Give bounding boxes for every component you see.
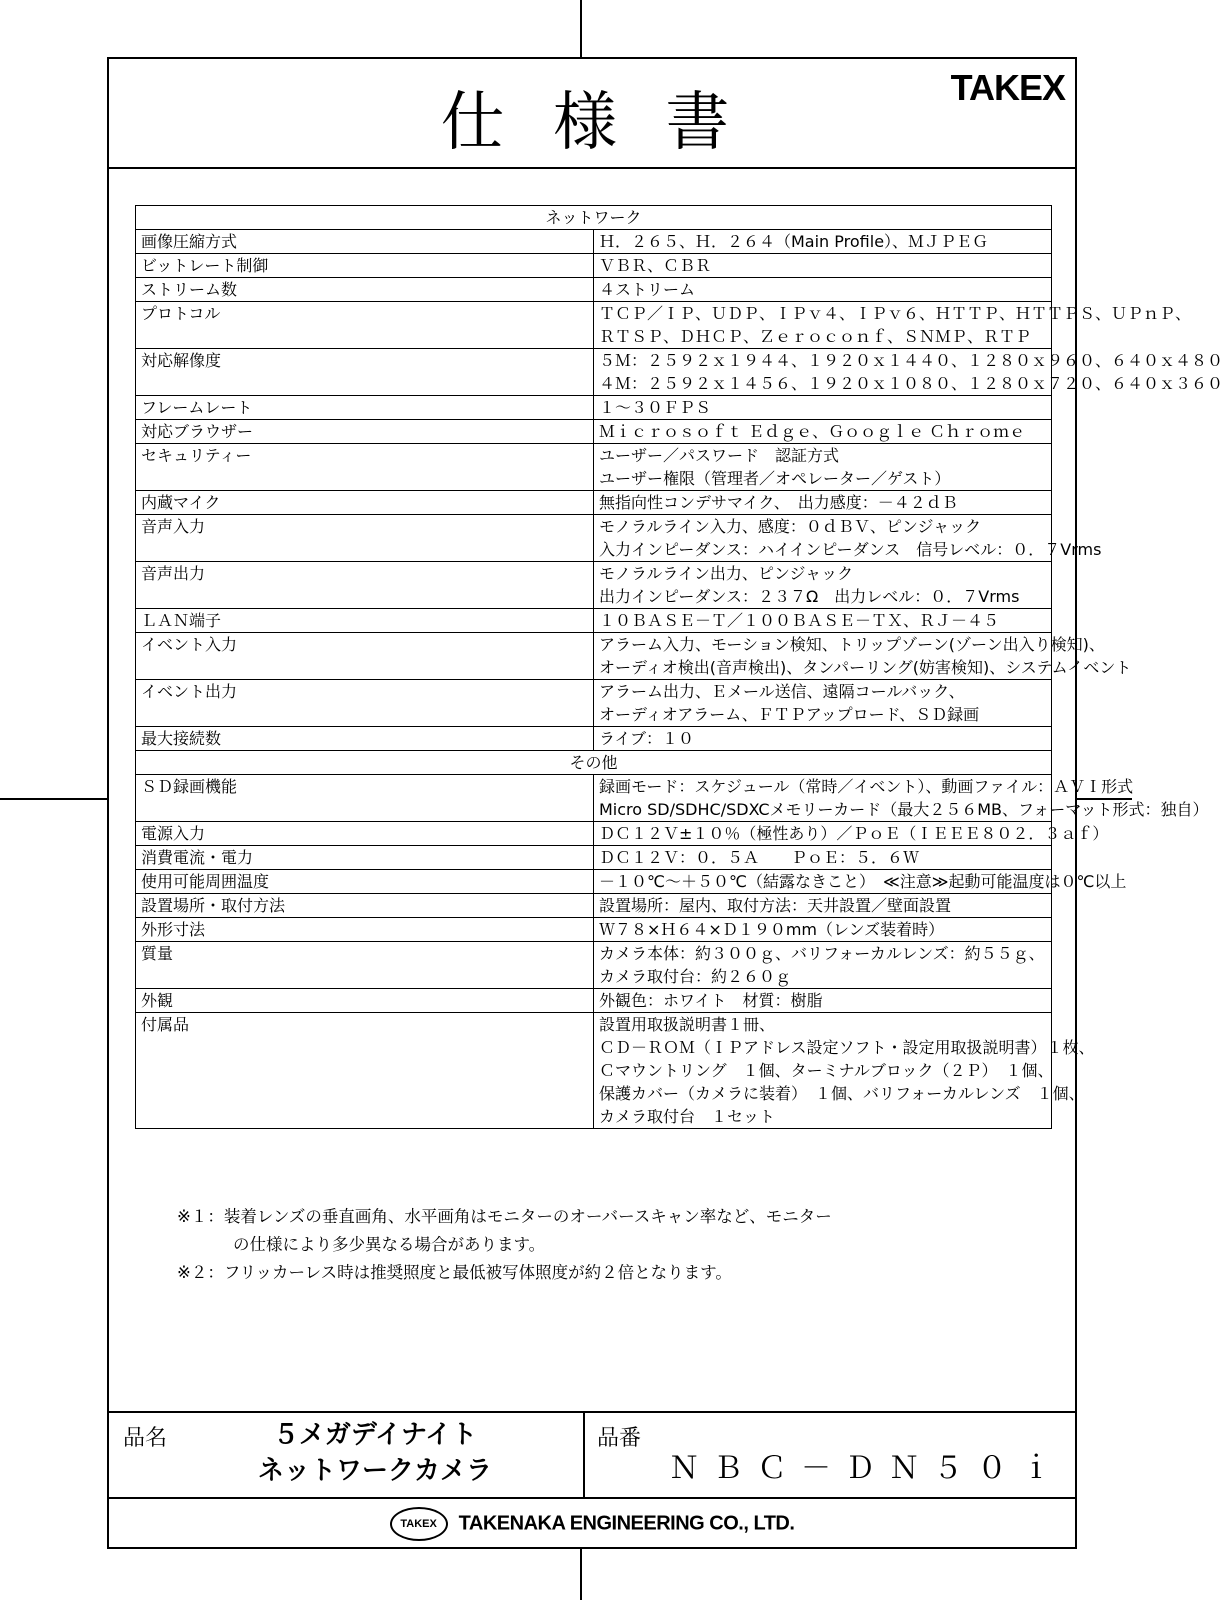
spec-value-line: カメラ取付台：約２６０ｇ [599, 967, 792, 986]
note-1: ※１：装着レンズの垂直画角、水平画角はモニターのオーバースキャン率など、モニター [177, 1207, 832, 1226]
page-title: 仕 様 書 [440, 86, 744, 160]
section-header: その他 [136, 751, 1052, 775]
section-header: ネットワーク [136, 206, 1052, 230]
spec-label: 使用可能周囲温度 [136, 870, 594, 894]
table-row [136, 942, 1052, 989]
spec-label: 画像圧縮方式 [136, 230, 594, 254]
spec-value-line: ＴＣＰ／ＩＰ、ＵＤＰ、ＩＰｖ４、ＩＰｖ６、ＨＴＴＰ、ＨＴＴＰＳ、ＵＰｎＰ、 [599, 304, 1192, 323]
spec-value-line: ユーザー／パスワード 認証方式 [599, 446, 840, 465]
spec-value [594, 918, 1052, 942]
spec-value-line: １０ＢＡＳＥ－Ｔ／１００ＢＡＳＥ－ＴＸ、ＲＪ－４５ [599, 611, 1000, 630]
spec-label: ビットレート制御 [136, 254, 594, 278]
table-row [136, 302, 1052, 349]
spec-value-line: Ｍｉｃｒｏｓｏｆｔ Ｅｄｇｅ、Ｇｏｏｇｌｅ Ｃｈｒｏｍｅ [599, 422, 1026, 441]
spec-value-line: モノラルライン入力、感度：０ｄＢＶ、ピンジャック [599, 517, 982, 536]
table-row [136, 870, 1052, 894]
spec-label: セキュリティー [136, 444, 594, 491]
table-row [136, 894, 1052, 918]
spec-value [594, 230, 1052, 254]
spec-label: 音声出力 [136, 562, 594, 609]
notes [177, 1203, 832, 1287]
spec-label: 質量 [136, 942, 594, 989]
spec-value [594, 420, 1052, 444]
spec-value-line: カメラ取付台 １セット [599, 1107, 776, 1126]
product-number: ＮＢＣ－ＤＮ５０ｉ [669, 1451, 1065, 1486]
spec-value [594, 562, 1052, 609]
spec-value-line: Ｗ７８×Ｈ６４×Ｄ１９０mm（レンズ装着時） [599, 920, 945, 939]
spec-value-line: ＤＣ１２Ｖ：０．５Ａ ＰｏＥ：５．６Ｗ [599, 848, 920, 867]
spec-label: イベント入力 [136, 633, 594, 680]
spec-value [594, 349, 1223, 396]
spec-value-line: ５Ｍ：２５９２ｘ１９４４、１９２０ｘ１４４０、１２８０ｘ９６０、６４０ｘ４８０ [599, 351, 1223, 370]
product-number-label: 品番 [597, 1426, 642, 1451]
spec-value [594, 775, 1209, 822]
table-row [136, 680, 1052, 727]
table-row [136, 1013, 1052, 1129]
spec-value-line: モノラルライン出力、ピンジャック [599, 564, 854, 583]
spec-value-line: アラーム入力、モーション検知、トリップゾーン(ゾーン出入り検知)、 [599, 635, 1105, 654]
document-frame [107, 57, 1223, 1549]
spec-value-line: 無指向性コンデサマイク、 出力感度：－４２ｄＢ [599, 493, 958, 512]
table-row [136, 633, 1052, 680]
table-row [136, 727, 1052, 751]
spec-value-line: アラーム出力、Ｅメール送信、遠隔コールバック、 [599, 682, 965, 701]
table-row [136, 989, 1052, 1013]
product-name-line-2: ネットワークカメラ [257, 1456, 492, 1486]
spec-value-line: 外観色：ホワイト 材質：樹脂 [599, 991, 823, 1010]
table-row [136, 918, 1052, 942]
spec-value [594, 491, 1052, 515]
table-row [136, 349, 1052, 396]
spec-value-line: ４ストリーム [599, 280, 696, 299]
spec-label: 消費電流・電力 [136, 846, 594, 870]
table-row [136, 822, 1052, 846]
spec-value-line: ４Ｍ：２５９２ｘ１４５６、１９２０ｘ１０８０、１２８０ｘ７２０、６４０ｘ３６０ [599, 374, 1223, 393]
registration-mark-bottom [580, 1549, 582, 1600]
registration-mark-left [0, 798, 107, 800]
spec-value [594, 942, 1052, 989]
table-row [136, 562, 1052, 609]
spec-value [594, 633, 1132, 680]
spec-value-line: ＤＣ１２Ｖ±１０％（極性あり）／ＰｏＥ（ＩＥＥＥ８０２．３ａｆ） [599, 824, 1109, 843]
spec-value [594, 609, 1052, 633]
product-name-cell [109, 1413, 585, 1497]
spec-value [594, 278, 1052, 302]
spec-label: 対応解像度 [136, 349, 594, 396]
spec-value-line: オーディオ検出(音声検出)、タンパーリング(妨害検知)、システムイベント [599, 658, 1132, 677]
spec-value [594, 727, 1052, 751]
spec-value-line: Ｈ．２６５、Ｈ．２６４（Main Profile）、ＭＪＰＥＧ [599, 232, 989, 251]
spec-table [135, 205, 1223, 1129]
spec-value [594, 822, 1109, 846]
spec-label: ＳＤ録画機能 [136, 775, 594, 822]
spec-value [594, 254, 1052, 278]
spec-value-line: カメラ本体：約３００ｇ、バリフォーカルレンズ：約５５ｇ、 [599, 944, 1045, 963]
spec-value-line: ＣＤ－ＲＯＭ（ＩＰアドレス設定ソフト・設定用取扱説明書）１枚、 [599, 1038, 1095, 1057]
spec-value [594, 396, 1052, 420]
note-2: ※２：フリッカーレス時は推奨照度と最低被写体照度が約２倍となります。 [177, 1263, 732, 1282]
table-row [136, 491, 1052, 515]
spec-label: 外観 [136, 989, 594, 1013]
spec-label: プロトコル [136, 302, 594, 349]
spec-value [594, 444, 1052, 491]
section-other [136, 751, 1052, 775]
product-name-line-1: ５メガデイナイト [272, 1420, 478, 1450]
spec-value [594, 894, 1052, 918]
product-name [245, 1417, 505, 1489]
spec-value-line: ライブ：１０ [599, 729, 695, 748]
registration-mark-top [580, 0, 582, 57]
title-row [109, 59, 1075, 169]
spec-value [594, 989, 1052, 1013]
spec-value [594, 680, 1052, 727]
spec-value-line: 出力インピーダンス：２３７Ω 出力レベル：０．７Vrms [599, 587, 1020, 606]
table-row [136, 230, 1052, 254]
spec-value-line: 保護カバー（カメラに装着） １個、バリフォーカルレンズ １個、 [599, 1084, 1085, 1103]
brand-logo: TAKEX [950, 67, 1065, 108]
table-row [136, 846, 1052, 870]
spec-label: 電源入力 [136, 822, 594, 846]
spec-value [594, 302, 1192, 349]
spec-value-line: －１０℃～＋５０℃（結露なきこと） ≪注意≫起動可能温度は０℃以上 [599, 872, 1127, 891]
spec-value-line: ＲＴＳＰ、ＤＨＣＰ、Ｚｅｒｏｃｏｎｆ、ＳＮＭＰ、ＲＴＰ [599, 327, 1032, 346]
table-row [136, 254, 1052, 278]
spec-value-line: オーディオアラーム、ＦＴＰアップロード、ＳＤ録画 [599, 705, 980, 724]
company-logo: TAKEX [390, 1507, 448, 1541]
spec-label: ＬＡＮ端子 [136, 609, 594, 633]
table-row [136, 420, 1052, 444]
section-network [136, 206, 1052, 230]
spec-value [594, 846, 1052, 870]
spec-value [594, 870, 1127, 894]
spec-value-line: Micro SD/SDHC/SDXCメモリーカード（最大２５６MB、フォーマット形式：独自） [599, 800, 1209, 819]
spec-value-line: Ｃマウントリング １個、ターミナルブロック（２Ｐ） １個、 [599, 1061, 1054, 1080]
spec-value-line: 録画モード：スケジュール（常時／イベント）、動画ファイル：ＡＶＩ形式 [599, 777, 1134, 796]
product-name-label: 品名 [123, 1426, 168, 1451]
spec-label: 最大接続数 [136, 727, 594, 751]
spec-label: フレームレート [136, 396, 594, 420]
table-row [136, 775, 1052, 822]
spec-value-line: 設置場所：屋内、取付方法：天井設置／壁面設置 [599, 896, 952, 915]
spec-value-line: ＶＢＲ、ＣＢＲ [599, 256, 712, 275]
spec-label: 設置場所・取付方法 [136, 894, 594, 918]
spec-value-line: 入力インピーダンス：ハイインピーダンス 信号レベル：０．７Vrms [599, 540, 1102, 559]
table-row [136, 515, 1052, 562]
table-row [136, 278, 1052, 302]
spec-label: ストリーム数 [136, 278, 594, 302]
table-row [136, 444, 1052, 491]
spec-label: 付属品 [136, 1013, 594, 1129]
spec-label: イベント出力 [136, 680, 594, 727]
spec-label: 外形寸法 [136, 918, 594, 942]
footer [109, 1499, 1075, 1547]
product-row [109, 1411, 1075, 1499]
company-name: TAKENAKA ENGINEERING CO., LTD. [458, 1512, 795, 1535]
note-1-continued: の仕様により多少異なる場合があります。 [233, 1235, 546, 1254]
spec-value-line: １～３０ＦＰＳ [599, 398, 712, 417]
spec-value-line: ユーザー権限（管理者／オペレーター／ゲスト） [599, 469, 951, 488]
spec-label: 内蔵マイク [136, 491, 594, 515]
spec-label: 音声入力 [136, 515, 594, 562]
table-row [136, 609, 1052, 633]
spec-value [594, 515, 1102, 562]
spec-value-line: 設置用取扱説明書１冊、 [599, 1015, 776, 1034]
table-row [136, 396, 1052, 420]
spec-value [594, 1013, 1095, 1129]
spec-label: 対応ブラウザー [136, 420, 594, 444]
